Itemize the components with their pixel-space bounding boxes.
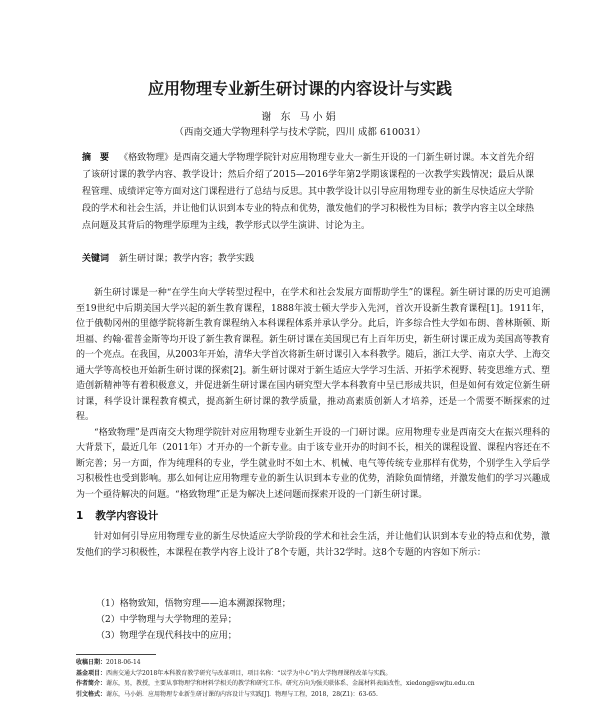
introduction [76,286,550,503]
section-number: 1 [76,510,84,522]
footnote-item: 引文格式：谢东，马小娟．应用物理专业新生研讨课的内容设计与实践[J]．物理与工程，2018，28(Z1)：63-65. [76,690,378,698]
author-list: 谢 东 马小娟 [261,112,339,123]
intro-paragraph: “格致物理”是西南交大物理学院针对应用物理专业新生开设的一门研讨课。应用物理专业是西南交大在振兴理科的大背景下，最近几年（2011年）才开办的一个新专业。由于该专业开办的时间不长，相关的课程设置、课程内容还在不断完善；另一方面，作为纯理科的专业，学生就业时不如土木、机械、电气等传统专业那样有优势，个别学生入学后学习积极性也受到影响。那么如何让应用物理专业的新生认识到本专业的优势，消除负面情绪，并激发他们的学习兴趣成为一个亟待解决的问题。“格致物理”正是为解决上述问题而探索开设的一门新生研讨课。 [76,427,550,500]
footnote-item: 作者简介：谢东，男，教授，主要从事物理学和材料学相关的教学和研究工作。研究方向为强关联体系、金属材料表面改性，xiedong@swjtu.edu.cn [76,680,475,687]
section-title: 教学内容设计 [95,510,159,522]
section-paragraph: 针对如何引导应用物理专业的新生尽快适应大学阶段的学术和社会生活，并让他们认识到本专业的特点和优势，激发他们的学习积极性，本课程在教学内容上设计了8个专题，共计32学时。这8个专题的内容如下所示： [76,532,550,558]
list-item: （1）格物致知，悟物穷理——追本溯源探物理； [96,599,291,609]
topic-list [96,596,291,644]
author-affiliation: （西南交通大学物理科学与技术学院，四川 成都 610031） [174,127,426,138]
intro-paragraph: 新生研讨课是一种“在学生向大学转型过程中，在学术和社会发展方面帮助学生”的课程。新生研讨课的历史可追溯至19世纪中后期美国大学兴起的新生教育课程，1888年波士顿大学步入先河，首次开设新生教育课程[1]。1911年，位于俄勒冈州的里德学院将新生教育课程纳入本科课程体系并承认学分。此后，许多综合性大学如布朗、普林斯顿、斯坦福、约翰·霍普金斯等均开设了新生教育课程。新生研讨课在美国现已有上百年历史，新生研讨课正成为美国高等教育的一个亮点。在我国，从2003年开始，清华大学首次将新生研讨课引入本科教学。随后，浙江大学、南京大学、上海交通大学等高校也开始新生研讨课的探索[2]。新生研讨课对于新生适应大学学习生活、开拓学术视野、转变思维方式、塑造创新精神等有着积极意义，并促进新生研讨课在国内研究型大学本科教育中呈已形成共识，但是如何有效定位新生研讨课，科学设计课程教育模式，提高新生研讨课的教学质量，推动高素质创新人才培养，还是一个需要不断探索的过程。 [76,288,550,422]
footnote-item: 收稿日期：2018-06-14 [76,659,141,666]
keywords [82,252,534,266]
list-item: （3）物理学在现代科技中的应用； [96,631,237,641]
keywords-label: 关键词 [82,254,110,264]
section-heading [76,508,158,523]
list-item: （2）中学物理与大学物理的差异； [96,615,237,625]
abstract-text: 《格致物理》是西南交通大学物理学院针对应用物理专业大一新生开设的一门新生研讨课。本文首先介绍了该研讨课的教学内容、教学设计；然后介绍了2015—2016学年第2学期该课程的一次教学实践情况；最后从课程管理、成绩评定等方面对这门课程进行了总结与反思。其中教学设计以引导应用物理专业的新生尽快适应大学阶段的学术和社会生活，并让他们认识到本专业的特点和优势，激发他们的学习积极性为目标；教学内容主以全球热点问题及其背后的物理学原理为主线，教学形式以学生演讲、讨论为主。 [82,153,534,231]
abstract [82,150,534,235]
keywords-text: 新生研讨课；教学内容；教学实践 [119,254,255,264]
footnotes [76,658,550,700]
abstract-label: 摘 要 [82,153,110,163]
footnote-item: 基金项目：西南交通大学2018年本科教育教学研究与改革项目，项目名称：“以学为中心”的大学物理课程改革与实践。 [76,669,392,677]
footnote-divider [76,654,156,655]
paper-title: 应用物理专业新生研讨课的内容设计与实践 [147,79,452,98]
